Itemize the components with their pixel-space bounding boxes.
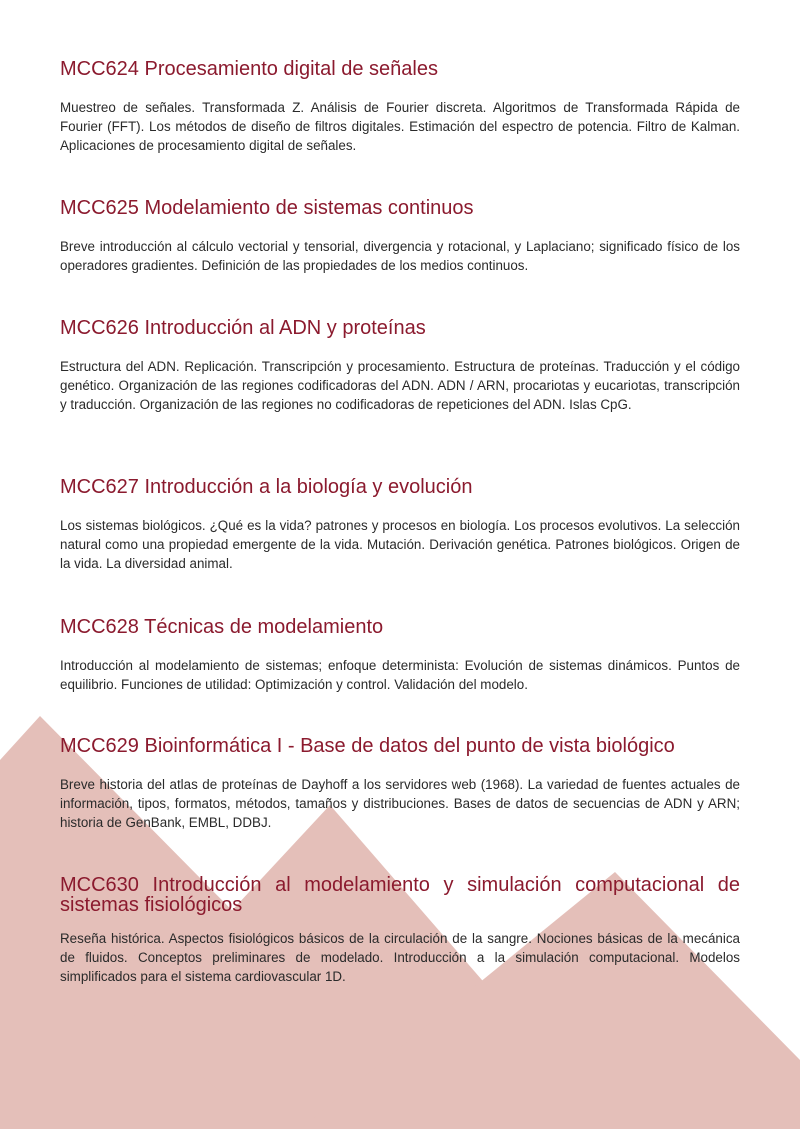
course-description: Breve introducción al cálculo vectorial y tensorial, divergencia y rotacional, y Laplaciano; significado físico de los operadores gradientes. Definición de las propiedades de los medios continuos. <box>60 239 740 273</box>
course-description: Reseña histórica. Aspectos fisiológicos básicos de la circulación de la sangre. Nociones básicas de la mecánica de fluidos. Conceptos preliminares de modelado. Introducción a la simulación computacional. Modelos simplificados para el sistema cardiovascular 1D. <box>60 931 740 984</box>
course-description: Breve historia del atlas de proteínas de Dayhoff a los servidores web (1968). La variedad de fuentes actuales de información, tipos, formatos, métodos, tamaños y distribuciones. Bases de datos de secuencias de ADN y ARN; historia de GenBank, EMBL, DDBJ. <box>60 777 740 830</box>
course-mcc625 <box>60 198 740 275</box>
course-mcc624 <box>60 59 740 155</box>
course-mcc626 <box>60 318 740 414</box>
course-description: Los sistemas biológicos. ¿Qué es la vida? patrones y procesos en biología. Los procesos evolutivos. La selección natural como una propiedad emergente de la vida. Mutación. Derivación genética. Patrones biológicos. Origen de la vida. La diversidad animal. <box>60 518 740 571</box>
course-description: Estructura del ADN. Replicación. Transcripción y procesamiento. Estructura de proteínas. Traducción y el código genético. Organización de las regiones codificadoras del ADN. ADN / ARN, procariotas y eucariotas, transcripción y traducción. Organización de las regiones no codificadoras de repeticiones del ADN. Islas CpG. <box>60 359 740 412</box>
course-mcc629 <box>60 736 740 832</box>
course-mcc630 <box>60 875 740 986</box>
course-title: MCC628 Técnicas de modelamiento <box>60 616 384 638</box>
course-title: MCC630 Introducción al modelamiento y simulación computacional de sistemas fisiológicos <box>60 874 740 916</box>
course-mcc627 <box>60 477 740 573</box>
course-description: Muestreo de señales. Transformada Z. Análisis de Fourier discreta. Algoritmos de Transformada Rápida de Fourier (FFT). Los métodos de diseño de filtros digitales. Estimación del espectro de potencia. Filtro de Kalman. Aplicaciones de procesamiento digital de señales. <box>60 100 740 153</box>
course-title: MCC625 Modelamiento de sistemas continuos <box>60 197 474 219</box>
course-title: MCC624 Procesamiento digital de señales <box>60 58 438 80</box>
course-title: MCC629 Bioinformática I - Base de datos del punto de vista biológico <box>60 735 675 757</box>
course-title: MCC627 Introducción a la biología y evolución <box>60 476 473 498</box>
course-description: Introducción al modelamiento de sistemas; enfoque determinista: Evolución de sistemas dinámicos. Puntos de equilibrio. Funciones de utilidad: Optimización y control. Validación del modelo. <box>60 658 740 692</box>
course-mcc628 <box>60 617 740 694</box>
course-title: MCC626 Introducción al ADN y proteínas <box>60 317 426 339</box>
